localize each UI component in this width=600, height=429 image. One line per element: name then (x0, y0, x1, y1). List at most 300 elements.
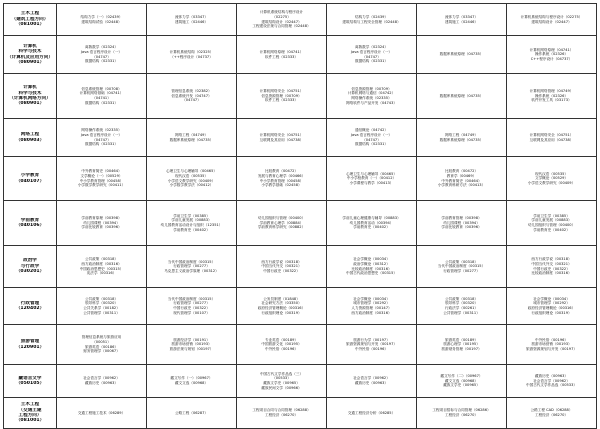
course-line: 公共管理学（00311） (83, 310, 120, 315)
course-line: 城市管理学（00292） (353, 301, 390, 306)
course-cell (507, 246, 597, 288)
course-line: 领导科学（00320） (85, 301, 118, 306)
course-line: 计算机网络与通信（04742） (347, 91, 396, 96)
course-line: Java 语言程序设计（一） (350, 132, 393, 137)
course-line: （04747） (92, 137, 111, 142)
course-line: 藏文写作（二）（00967） (440, 374, 483, 379)
course-line: 公共政策（00318） (445, 296, 478, 301)
major-name-line: （081001） (15, 22, 45, 28)
course-line: 藏文文选（00968） (445, 378, 478, 383)
course-line: 中外教育简史（00464） (81, 169, 122, 174)
course-line: 中国行政史（00322） (263, 268, 300, 273)
course-line: 中外民俗（00196） (535, 337, 568, 342)
major-name-cell (4, 201, 57, 246)
major-name-line: （计算机及应用方向） (7, 54, 53, 60)
course-line: 旅游英语（00186） (85, 344, 118, 349)
table-row (4, 365, 597, 398)
major-name-line: 土木工程 (20, 402, 40, 408)
course-cell (57, 398, 147, 429)
course-line: 藏族历史（00963） (355, 381, 388, 385)
course-line: 中外教育简史（00464） (441, 178, 482, 183)
course-line: （04741） (92, 96, 111, 100)
course-line: 学前比较教育（00396） (441, 225, 482, 230)
course-line: 旅游经济学（00191） (173, 337, 210, 342)
course-line: 数据库系统原理（04735） (439, 93, 484, 98)
table-row (4, 246, 597, 288)
major-name-cell (4, 36, 57, 74)
course-line: 中国行政史（00322） (173, 306, 210, 310)
course-line: 旅游财务管理（00197） (441, 346, 482, 351)
course-line: 藏族历史（00963） (535, 374, 568, 379)
course-cell (417, 325, 507, 365)
course-cell (417, 36, 507, 74)
course-line: 管理信息系统（02382） (171, 89, 212, 94)
major-name-line: 科学与技术 (18, 90, 42, 96)
course-line: 小学数学教学研究（00411） (77, 183, 126, 188)
course-line: 互联网及其应用（04738） (529, 137, 574, 142)
course-line: 网络工程（04749） (175, 132, 208, 137)
course-line: 旅游市场营销（00193） (531, 342, 572, 347)
course-line: 专业英语（00189） (265, 337, 298, 342)
course-line: 学前儿童发展（00883） (531, 218, 572, 223)
major-name-cell (4, 157, 57, 201)
course-line: 比较教育（00472） (445, 169, 478, 174)
course-line: 流体力学（03347） (445, 14, 478, 19)
course-line: 学前教育心理学（00884） (259, 220, 304, 225)
course-line: 公共关系学（00182） (83, 306, 120, 310)
course-line: Java 语言程序设计（一） (80, 49, 123, 54)
course-line: 旅游资源规划与开发（00197） (526, 346, 577, 351)
course-line: 建筑结构设计（02447） (531, 19, 572, 24)
course-line: 信息系统管理（00708） (81, 86, 122, 91)
course-line: 小学教育科研方法（00413） (437, 183, 486, 188)
course-cell (57, 365, 147, 398)
course-line: 计算机网络安全（04751） (259, 89, 304, 94)
course-line: 当代中国政治制度（00315） (437, 264, 486, 269)
course-line: 政府经济管理概论（00316） (257, 306, 306, 310)
course-line: 文学概论（一）（00529） (80, 173, 123, 178)
course-line: 中国行政史（00322） (533, 266, 570, 271)
course-line: 计算机系统结构与程序设计 (259, 10, 304, 15)
major-name-cell (4, 398, 57, 429)
course-line: 学前教育史（00402） (533, 227, 570, 232)
course-line: 网络软件与产品开发（04743） (346, 100, 397, 105)
course-cell (507, 119, 597, 157)
course-line: 公共政策（00318） (85, 296, 118, 301)
major-name-line: （080901） (15, 101, 45, 107)
course-line: 幼儿园课程（00394） (83, 220, 120, 225)
course-cell (327, 119, 417, 157)
course-line: 交通工程经济分析（06285） (347, 410, 396, 415)
course-line: 建筑施工（02446） (175, 19, 208, 24)
course-line: 学前教育科学研究（00882） (257, 225, 306, 230)
course-line: 公共政策（00318） (445, 259, 478, 264)
course-line: 比较政治制度（00316） (351, 266, 392, 271)
course-line: 宪法学（00316） (86, 271, 117, 276)
major-name-line: 土木工程 (20, 11, 40, 17)
course-line: 幼儿园组织与管理（00400） (257, 216, 306, 221)
course-line: 计算机网络安全（04751） (529, 132, 574, 137)
course-line: （04747） (362, 54, 381, 59)
course-cell (237, 201, 327, 246)
course-line: 幼儿园组织与管理（00400） (527, 223, 576, 227)
course-line: 行政法学（00261） (445, 306, 478, 310)
course-line: 软件开发工具（03173） (531, 98, 572, 103)
major-name-cell (4, 119, 57, 157)
course-line: 城市管理学（00292） (533, 301, 570, 306)
course-line: 社会学概论（00034） (533, 296, 570, 301)
major-name-line: （080903） (15, 137, 45, 143)
course-line: 网络操作系统（02335） (81, 128, 122, 133)
course-cell (147, 36, 237, 74)
course-line: 通信概论（04742） (355, 128, 388, 133)
major-name-cell (4, 74, 57, 119)
course-line: 建筑施工（02446） (445, 19, 478, 24)
course-line: 数据结构（02331） (85, 59, 118, 64)
course-line: 当代中国政治制度（00315） (167, 259, 216, 264)
course-line: 中国旅游文化（00195） (261, 342, 302, 347)
course-line: 小学语文教学研究（00409） (527, 180, 576, 185)
course-line: 西方政治制度（00316） (351, 310, 392, 315)
course-line: C++程序设计（04737） (530, 56, 573, 61)
course-cell (327, 36, 417, 74)
course-line: 公路工程（06287） (175, 410, 208, 415)
course-line: 学前教育原理（00398） (81, 216, 122, 221)
course-line: 数据库系统原理（04735） (439, 137, 484, 142)
major-name-line: （120901） (15, 344, 45, 350)
table-row (4, 325, 597, 365)
course-cell (147, 398, 237, 429)
course-line: 数据结构（02331） (85, 100, 118, 105)
course-line: 工程建设法规与合同管理（02448） (252, 24, 311, 29)
course-line: 工程经济（06270） (265, 413, 298, 417)
course-line: 学前儿童发展（00883） (171, 218, 212, 223)
course-line: 中小学教育管理（00458） (79, 178, 124, 183)
course-cell (417, 201, 507, 246)
course-cell (237, 157, 327, 201)
course-line: 社会语言学（00962） (83, 376, 120, 381)
course-cell (237, 246, 327, 288)
course-line: 离散数学（02324） (85, 45, 118, 50)
course-line: 西方行政学说（00318） (531, 257, 572, 262)
major-name-cell (4, 325, 57, 365)
major-name-line: （030201） (15, 269, 45, 275)
course-cell (57, 246, 147, 288)
course-line: 软件工程（02333） (265, 54, 298, 59)
course-line: 旅游资源规划与开发（00197） (346, 342, 397, 347)
course-cell (507, 201, 597, 246)
major-name-line: 计算机 (23, 43, 37, 49)
course-line: 计算机网络安全（04751） (259, 132, 304, 137)
course-line: 工程经济（06270） (445, 413, 478, 417)
major-name-line: （120402） (15, 306, 45, 311)
course-line: 幼儿园教育活动（00394） (349, 220, 394, 225)
course-line: 结构力学（02439） (355, 14, 388, 19)
major-name-line: 学前教育 (20, 217, 40, 223)
course-line: 幼儿园课程（00394） (443, 220, 480, 225)
course-line: 行政组织理论（00319） (261, 310, 302, 315)
course-cell (237, 365, 327, 398)
course-line: 行政管理学（00277） (173, 264, 210, 269)
course-cell (57, 36, 147, 74)
course-line: 中小学教育管理（00458） (259, 178, 304, 183)
course-line: 中国政治思想史（00315） (79, 266, 124, 271)
major-name-line: （040107） (15, 178, 45, 184)
course-line: 学前儿童心理健康与辅导（00883） (342, 216, 401, 221)
course-cell (507, 365, 597, 398)
table-row (4, 398, 597, 429)
course-line: 藏族文学史（00965） (263, 381, 300, 385)
course-line: 数据结构（02331） (355, 142, 388, 147)
major-name-line: 网络工程 (20, 132, 40, 138)
course-line: 藏文写作（一）（00967） (170, 376, 213, 381)
course-line: （02275） (272, 14, 291, 19)
table-row (4, 157, 597, 201)
course-cell (507, 4, 597, 36)
course-cell (327, 398, 417, 429)
course-line: 计算机系统结构与程序设计（02275） (520, 14, 583, 19)
course-cell (507, 398, 597, 429)
course-cell (147, 119, 237, 157)
course-cell (237, 325, 327, 365)
course-cell (507, 157, 597, 201)
course-line: 西方政治制度（00316） (81, 261, 122, 266)
course-cell (327, 201, 417, 246)
course-line: 中国古代文学作品选（三） (259, 371, 304, 376)
course-line: 建筑结构试验（02448） (81, 19, 122, 24)
course-line: 比较政治制度（00316） (531, 271, 572, 276)
major-name-line: 旅游管理 (20, 339, 40, 345)
major-name-line: 小学教育 (20, 173, 40, 179)
major-name-cell (4, 365, 57, 398)
course-cell (237, 288, 327, 325)
major-name-line: （建筑工程方向） (11, 16, 49, 22)
course-line: 中国当代外交（00321） (261, 264, 302, 269)
course-line: 心理卫生与心理辅导（00465） (346, 171, 397, 176)
course-line: 学前教育管理（00398） (441, 216, 482, 221)
course-cell (57, 288, 147, 325)
course-line: （04747） (182, 98, 201, 103)
course-line: 当代中国政治制度（00315） (167, 296, 216, 301)
course-line: 旅游心理学（00195） (443, 342, 480, 347)
major-name-line: 政治学 (23, 258, 37, 264)
major-name-line: 藏语言文学 (18, 375, 42, 381)
course-cell (147, 365, 237, 398)
course-line: 公共政策（00318） (85, 257, 118, 262)
course-cell (57, 119, 147, 157)
course-line: 小学课程与教学（00413） (349, 180, 394, 185)
course-line: 数据库系统原理（04735） (439, 52, 484, 57)
table-row (4, 288, 597, 325)
course-line: 流体力学（03347） (175, 14, 208, 19)
course-line: 中外民俗（00196） (355, 346, 388, 351)
course-cell (57, 325, 147, 365)
course-line: 中国当代外交（00321） (531, 261, 572, 266)
course-cell (57, 74, 147, 119)
course-line: 旅游市场营销（00193） (171, 342, 212, 347)
major-name-line: （040106） (15, 223, 45, 228)
major-name-cell (4, 246, 57, 288)
course-cell (327, 4, 417, 36)
course-line: 行政管理学（00277） (173, 301, 210, 306)
major-name-line: 工程方向） (18, 413, 42, 418)
course-cell (417, 246, 507, 288)
major-name-line: （050105） (15, 381, 45, 386)
course-line: 计算机网络管理（04749） (529, 89, 574, 94)
course-cell (417, 157, 507, 201)
major-name-line: 与行政学 (20, 263, 40, 269)
major-name-line: （计算机网络方向） (9, 96, 51, 101)
course-cell (57, 157, 147, 201)
course-cell (417, 119, 507, 157)
course-line: 建筑结构设计（02447） (261, 19, 302, 24)
course-line: 建筑结构与工程安全管理（02448） (342, 19, 401, 24)
course-line: 学前卫生学（00385） (173, 213, 210, 218)
course-line: 文学概论（00529） (535, 176, 568, 181)
course-line: 中外民俗（00196） (265, 346, 298, 351)
course-line: 互联网及其应用（04738） (259, 137, 304, 142)
course-cell (417, 4, 507, 36)
course-cell (147, 246, 237, 288)
course-line: 数据结构（02331） (355, 59, 388, 64)
course-line: 行政管理学（00277） (443, 268, 480, 273)
course-line: 领导科学（00320） (445, 301, 478, 306)
course-line: 藏族历史（00963） (85, 381, 118, 385)
course-cell (417, 288, 507, 325)
course-line: 数据库系统原理（04735） (169, 137, 214, 142)
course-line: 公共管理学（00311） (443, 310, 480, 315)
course-line: 工程经济（06270） (535, 413, 568, 417)
course-cell (147, 201, 237, 246)
major-name-line: （交通土建 (18, 407, 42, 413)
course-line: （00533） (272, 376, 291, 381)
course-line: 小学教学基础（02458） (261, 183, 302, 188)
course-line: 旅游行为学（00197） (353, 337, 390, 342)
course-line: 离散数学（02324） (355, 45, 388, 50)
course-line: 工程项目招标与合同管理（06286） (432, 408, 491, 413)
course-cell (147, 157, 237, 201)
course-line: 幼儿园教育活动设计与组织（12351） (160, 223, 223, 227)
course-line: Java 语言程序设计（一） (350, 49, 393, 54)
course-cell (327, 365, 417, 398)
course-cell (327, 157, 417, 201)
exam-schedule-table (3, 3, 597, 429)
course-line: 教育学（00469） (446, 173, 477, 178)
course-line: 学前比较教育（00396） (81, 225, 122, 230)
course-line: 网络操作系统（02335） (351, 96, 392, 100)
course-line: 中国古代文学作品选（00533） (526, 383, 577, 388)
course-cell (147, 74, 237, 119)
course-line: 计算机网络基础（04741） (79, 91, 124, 96)
course-line: 软件工程（02333） (265, 98, 298, 103)
course-line: 财务管理学（00067） (83, 349, 120, 354)
course-line: 社会语言学（00962） (353, 376, 390, 381)
course-cell (417, 398, 507, 429)
course-cell (147, 325, 237, 365)
course-line: 数据结构（02331） (85, 142, 118, 147)
course-line: 操作系统（02326） (535, 93, 568, 98)
course-line: 社会学概论（00034） (353, 296, 390, 301)
course-line: 网络工程（04749） (445, 132, 478, 137)
course-cell (417, 74, 507, 119)
course-line: 旅游法规与规划（00197） (169, 346, 214, 351)
course-line: 行政组织理论（00319） (531, 310, 572, 315)
course-line: 社会语言学（00962） (533, 378, 570, 383)
course-cell (57, 4, 147, 36)
major-name-cell (4, 288, 57, 325)
course-line: 比较教育（00472） (265, 169, 298, 174)
course-line: Java 语言程序设计（一） (80, 132, 123, 137)
course-line: 政治学概论（00312） (353, 261, 390, 266)
course-cell (327, 288, 417, 325)
course-line: 现代管理学（00107） (173, 310, 210, 315)
course-line: 中国古代政治思想史（00315） (346, 271, 397, 276)
course-line: 藏文文选（00968） (175, 381, 208, 385)
table-row (4, 36, 597, 74)
course-line: 学前教育史（00402） (353, 225, 390, 230)
course-line: 社会学概论（00034） (353, 257, 390, 262)
course-line: 计算机系统结构（02325） (169, 49, 214, 54)
course-line: 计算机网络原理（04741） (529, 47, 574, 52)
course-line: 马克思主义政治学原理（00312） (164, 268, 219, 273)
course-cell (507, 36, 597, 74)
course-line: 小学语文教学研究（00409） (167, 178, 216, 183)
course-cell (237, 36, 327, 74)
course-cell (237, 119, 327, 157)
exam-schedule-body (4, 4, 597, 429)
course-cell (507, 325, 597, 365)
major-name-line: 计算机 (23, 85, 37, 91)
course-line: （04747） (92, 54, 111, 59)
course-cell (507, 288, 597, 325)
course-cell (327, 325, 417, 365)
course-line: 信息系统开发（04747） (171, 93, 212, 98)
course-cell (507, 74, 597, 119)
course-line: 信息资源管理（00709） (261, 93, 302, 98)
course-cell (147, 4, 237, 36)
course-cell (417, 365, 507, 398)
course-line: 发展与教育心理学（00466） (257, 173, 306, 178)
course-line: 管理信息系统与旅游应用 (81, 335, 122, 340)
course-line: 藏族文学史（00965） (443, 383, 480, 388)
major-name-line: 行政管理 (20, 300, 40, 306)
major-name-line: 科学与技术 (18, 49, 42, 55)
course-line: 学前卫生学（00385） (533, 213, 570, 218)
course-line: 藏族民间文学（00966） (261, 385, 302, 390)
table-row (4, 119, 597, 157)
course-line: 政府经济管理概论（00316） (527, 306, 576, 310)
major-name-line: （080901） (15, 59, 45, 65)
table-row (4, 74, 597, 119)
course-line: 现代汉语（00535） (175, 173, 208, 178)
course-line: 结构力学（一）（02439） (80, 14, 123, 19)
course-line: 计算机网络原理（04741） (259, 49, 304, 54)
course-line: 交通工程施工技术（06289） (77, 410, 126, 415)
course-line: （++程序设计（04737） (170, 54, 213, 59)
course-cell (327, 74, 417, 119)
course-line: 小学数学教学法（00412） (169, 183, 214, 188)
course-cell (237, 4, 327, 36)
course-line: 公务员制度（01848） (263, 296, 300, 301)
course-cell (237, 398, 327, 429)
table-row (4, 4, 597, 36)
major-name-cell (4, 4, 57, 36)
course-line: （04747） (362, 137, 381, 142)
table-row (4, 201, 597, 246)
course-line: （00051） (92, 339, 111, 344)
course-line: 中小学校教育（一）（00412） (346, 176, 397, 181)
course-cell (327, 246, 417, 288)
